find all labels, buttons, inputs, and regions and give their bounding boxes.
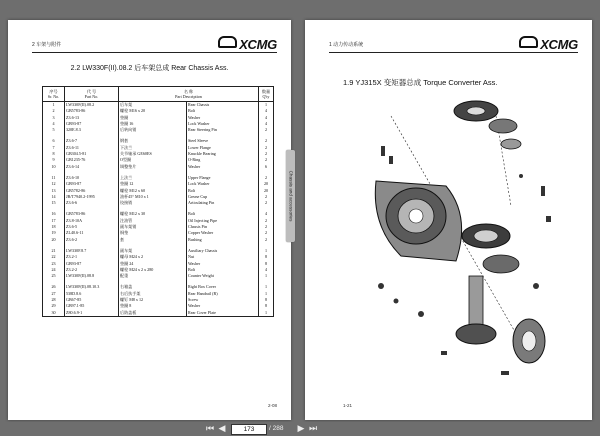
cell-name-cn: O型圈 bbox=[119, 157, 187, 163]
cell-qty: 20 bbox=[259, 188, 274, 194]
cell-name-en: Bolt bbox=[187, 108, 259, 114]
cell-no: 22 bbox=[43, 254, 65, 260]
cell-name-en: Rear Chassis bbox=[187, 102, 259, 109]
parts-table-header bbox=[43, 87, 274, 102]
total-pages-label: / 288 bbox=[269, 425, 284, 432]
cell-name-en: Washer bbox=[187, 164, 259, 170]
cell-name-cn: 后防盖板 bbox=[119, 310, 187, 317]
cell-no: 6 bbox=[43, 138, 65, 144]
cell-name-cn: 垫圈 12 bbox=[119, 181, 187, 187]
right-page-number: 1-21 bbox=[343, 403, 353, 408]
cell-qty: 2 bbox=[259, 138, 274, 144]
cell-part-no: LW330F(II).08.10.3 bbox=[65, 284, 119, 290]
cell-name-cn: 螺栓 M12 x 60 bbox=[119, 188, 187, 194]
current-page-input[interactable]: 173 bbox=[231, 424, 267, 435]
cell-qty: 1 bbox=[259, 310, 274, 317]
cell-qty: 2 bbox=[259, 194, 274, 200]
cell-qty: 2 bbox=[259, 230, 274, 236]
cell-name-cn: 右箱盖 bbox=[119, 284, 187, 290]
cell-name-en: Screw bbox=[187, 297, 259, 303]
cell-qty: 2 bbox=[259, 224, 274, 230]
cell-no: 1 bbox=[43, 102, 65, 109]
cell-no: 5 bbox=[43, 127, 65, 133]
cell-part-no: GB93-87 bbox=[65, 121, 119, 127]
cell-no: 25 bbox=[43, 273, 65, 279]
cell-part-no: GB97.1-85 bbox=[65, 303, 119, 309]
table-row bbox=[43, 102, 274, 109]
cell-no: 24 bbox=[43, 267, 65, 273]
next-page-icon[interactable]: ▶ bbox=[297, 424, 305, 434]
cell-qty: 6 bbox=[259, 164, 274, 170]
cell-part-no: 320E.8.3 bbox=[65, 127, 119, 133]
cell-part-no: GB93-87 bbox=[65, 261, 119, 267]
cell-part-no: GB304.5-81 bbox=[65, 151, 119, 157]
cell-qty: 2 bbox=[259, 237, 274, 243]
cell-qty: 1 bbox=[259, 273, 274, 279]
cell-qty: 2 bbox=[259, 200, 274, 206]
cell-no: 11 bbox=[43, 175, 65, 181]
right-document-page bbox=[305, 20, 592, 420]
gear-group-top bbox=[454, 101, 521, 149]
cell-qty: 1 bbox=[259, 102, 274, 109]
xcmg-logo-mark-icon bbox=[218, 36, 237, 48]
cell-qty: 2 bbox=[259, 151, 274, 157]
cell-name-cn: 垫圈 16 bbox=[119, 121, 187, 127]
cell-qty: 1 bbox=[259, 291, 274, 297]
cell-no: 7 bbox=[43, 145, 65, 151]
cell-name-en: Counter Weight bbox=[187, 273, 259, 279]
cell-no: 14 bbox=[43, 194, 65, 200]
cell-no: 30 bbox=[43, 310, 65, 317]
cell-name-en: Bolt bbox=[187, 211, 259, 217]
cell-name-cn: 后转向销 bbox=[119, 127, 187, 133]
cell-name-en: Bushing bbox=[187, 237, 259, 243]
cell-no: 21 bbox=[43, 248, 65, 254]
cell-name-en: Rear Handrail (R) bbox=[187, 291, 259, 297]
cell-name-cn: 右后扶手架 bbox=[119, 291, 187, 297]
cell-part-no: GB1235-76 bbox=[65, 157, 119, 163]
right-page-header bbox=[329, 37, 578, 53]
left-page-header bbox=[32, 37, 277, 53]
col-header-description: 名 称 Part Description bbox=[119, 87, 259, 102]
cell-part-no: LW330F(II).08.8 bbox=[65, 273, 119, 279]
cell-no: 12 bbox=[43, 181, 65, 187]
cell-qty: 8 bbox=[259, 261, 274, 267]
cell-name-cn: 垫圈 bbox=[119, 115, 187, 121]
cell-qty: 2 bbox=[259, 145, 274, 151]
cell-part-no: Z3.6-6 bbox=[65, 200, 119, 206]
cell-qty: 1 bbox=[259, 284, 274, 290]
col-header-no: 序号 Sr. No. bbox=[43, 87, 65, 102]
cell-no: 29 bbox=[43, 303, 65, 309]
cell-qty: 4 bbox=[259, 121, 274, 127]
cell-name-en: Grease Cup bbox=[187, 194, 259, 200]
cell-name-en: Articulating Pin bbox=[187, 200, 259, 206]
cell-name-en: Upper Flange bbox=[187, 175, 259, 181]
cell-no: 28 bbox=[43, 297, 65, 303]
cell-name-en: Washer bbox=[187, 261, 259, 267]
cell-part-no: Z3.2-1 bbox=[65, 254, 119, 260]
xcmg-logo: XCMG bbox=[218, 36, 277, 52]
cell-name-en: Lower Flange bbox=[187, 145, 259, 151]
cell-part-no: ZL40.6-11 bbox=[65, 230, 119, 236]
cell-part-no: LW330F(II).08.2 bbox=[65, 102, 119, 109]
cell-qty: 1 bbox=[259, 248, 274, 254]
cell-part-no: Z3.6-11 bbox=[65, 145, 119, 151]
cell-name-en: Oil Injecting Pipe bbox=[187, 218, 259, 224]
cell-part-no: Z3.8-10A bbox=[65, 218, 119, 224]
cell-name-cn: 调整垫片 bbox=[119, 164, 187, 170]
cell-name-cn: 下法兰 bbox=[119, 145, 187, 151]
cell-name-cn: 螺栓 M24 x 2 x 280 bbox=[119, 267, 187, 273]
cell-name-en: Lock Washer bbox=[187, 181, 259, 187]
cell-part-no: GB5783-86 bbox=[65, 211, 119, 217]
cell-name-cn: 铜垫 bbox=[119, 230, 187, 236]
cell-qty: 8 bbox=[259, 254, 274, 260]
cell-no: 18 bbox=[43, 224, 65, 230]
cell-name-en: Rear Cover Plate bbox=[187, 310, 259, 317]
cell-name-en: Rear Steering Pin bbox=[187, 127, 259, 133]
cell-qty: 2 bbox=[259, 218, 274, 224]
cell-part-no: Z3.6-13 bbox=[65, 115, 119, 121]
cell-qty: 4 bbox=[259, 115, 274, 121]
cell-qty: 8 bbox=[259, 297, 274, 303]
cell-name-cn: 注油管 bbox=[119, 218, 187, 224]
cell-name-cn: 油杯45° M10 x 1 bbox=[119, 194, 187, 200]
cell-no: 9 bbox=[43, 157, 65, 163]
parts-table bbox=[42, 86, 274, 317]
cell-part-no: GB5783-86 bbox=[65, 108, 119, 114]
right-page-title: 1.9 YJ315X 变矩器总成 Torque Converter Ass. bbox=[343, 78, 498, 87]
cell-name-en: Washer bbox=[187, 303, 259, 309]
cell-no: 2 bbox=[43, 108, 65, 114]
cell-part-no: Z3.6-5 bbox=[65, 224, 119, 230]
right-section-label: 1 动力传动系统 bbox=[329, 42, 364, 48]
cell-qty: 2 bbox=[259, 175, 274, 181]
cell-part-no: GB5782-86 bbox=[65, 188, 119, 194]
cell-no: 13 bbox=[43, 188, 65, 194]
left-document-page bbox=[8, 20, 291, 420]
cell-part-no: GB67-85 bbox=[65, 297, 119, 303]
cell-no: 3 bbox=[43, 115, 65, 121]
cell-name-cn: 上法兰 bbox=[119, 175, 187, 181]
cell-no: 23 bbox=[43, 261, 65, 267]
cell-name-cn: 配重 bbox=[119, 273, 187, 279]
cell-qty: 2 bbox=[259, 127, 274, 133]
cell-name-cn: 螺母 M24 x 2 bbox=[119, 254, 187, 260]
cell-name-en: Washer bbox=[187, 115, 259, 121]
cell-qty: 4 bbox=[259, 108, 274, 114]
cell-part-no: Z3.6-2 bbox=[65, 237, 119, 243]
cell-name-cn: 铰接销 bbox=[119, 200, 187, 206]
cell-name-cn: 垫圈 24 bbox=[119, 261, 187, 267]
cell-part-no: Z3.6-14 bbox=[65, 164, 119, 170]
cell-name-cn: 副车架销 bbox=[119, 224, 187, 230]
cell-name-en: Bolt bbox=[187, 267, 259, 273]
cell-name-en: Right Box Cover bbox=[187, 284, 259, 290]
cell-name-en: O-Ring bbox=[187, 157, 259, 163]
cell-qty: 2 bbox=[259, 157, 274, 163]
cell-qty: 4 bbox=[259, 267, 274, 273]
cell-part-no: Z3.6-10 bbox=[65, 175, 119, 181]
cell-name-cn: 螺栓 M16 x 20 bbox=[119, 108, 187, 114]
cell-part-no: GB93-87 bbox=[65, 181, 119, 187]
cell-no: 17 bbox=[43, 218, 65, 224]
cell-no: 27 bbox=[43, 291, 65, 297]
cell-name-cn: 钢套 bbox=[119, 138, 187, 144]
cell-part-no: JB/T7940.2-1995 bbox=[65, 194, 119, 200]
cell-name-en: Bolt bbox=[187, 188, 259, 194]
cell-name-cn: 后车架 bbox=[119, 102, 187, 109]
first-page-icon[interactable]: ⏮ bbox=[205, 424, 215, 434]
cell-no: 19 bbox=[43, 230, 65, 236]
cell-name-cn: 套 bbox=[119, 237, 187, 243]
torque-converter-exploded-diagram bbox=[361, 86, 561, 386]
cell-no: 10 bbox=[43, 164, 65, 170]
cell-no: 20 bbox=[43, 237, 65, 243]
previous-page-icon[interactable]: ◀ bbox=[218, 424, 226, 434]
cell-name-cn: 螺栓 M12 x 30 bbox=[119, 211, 187, 217]
cell-no: 4 bbox=[43, 121, 65, 127]
cell-name-en: Nut bbox=[187, 254, 259, 260]
shaft-and-pump bbox=[456, 276, 545, 363]
cell-name-en: Steel Sleeve bbox=[187, 138, 259, 144]
col-header-qty: 数量 Q'ty bbox=[259, 87, 274, 102]
converter-housing bbox=[375, 181, 461, 261]
cell-part-no: 538D.8.6 bbox=[65, 291, 119, 297]
cell-name-en: Auxiliary Chassis bbox=[187, 248, 259, 254]
last-page-icon[interactable]: ⏭ bbox=[308, 424, 318, 434]
cell-no: 8 bbox=[43, 151, 65, 157]
cell-part-no: Z80.6.9-1 bbox=[65, 310, 119, 317]
cell-no: 26 bbox=[43, 284, 65, 290]
cell-name-en: Lock Washer bbox=[187, 121, 259, 127]
cell-name-cn: 垫圈 8 bbox=[119, 303, 187, 309]
left-page-number: 2-08 bbox=[267, 403, 277, 408]
page-navigation-toolbar bbox=[0, 422, 600, 436]
cell-name-en: Chassis Pin bbox=[187, 224, 259, 230]
left-section-label: 2 车架与附件 bbox=[32, 42, 62, 48]
xcmg-logo-mark-icon bbox=[519, 36, 538, 48]
cell-part-no: Z3.6-7 bbox=[65, 138, 119, 144]
chapter-side-tab[interactable]: Chassis and accessories bbox=[286, 150, 295, 242]
cell-qty: 4 bbox=[259, 211, 274, 217]
cell-name-en: Copper Washer bbox=[187, 230, 259, 236]
parts-table-body bbox=[43, 102, 274, 317]
cell-part-no: LW330F.8.7 bbox=[65, 248, 119, 254]
cell-name-cn: 副车架 bbox=[119, 248, 187, 254]
col-header-part-no: 代 号 Part No. bbox=[65, 87, 119, 102]
cell-name-en: Knuckle Bearing bbox=[187, 151, 259, 157]
cell-no: 15 bbox=[43, 200, 65, 206]
cell-no: 16 bbox=[43, 211, 65, 217]
cell-qty: 8 bbox=[259, 303, 274, 309]
cell-qty: 20 bbox=[259, 181, 274, 187]
cell-part-no: Z3.2-2 bbox=[65, 267, 119, 273]
table-row bbox=[43, 310, 274, 317]
cell-name-cn: 螺钉 M8 x 12 bbox=[119, 297, 187, 303]
turbine-wheel bbox=[462, 224, 519, 273]
cell-name-cn: 关节轴承 GE60ES bbox=[119, 151, 187, 157]
xcmg-logo: XCMG bbox=[519, 36, 578, 52]
left-page-title: 2.2 LW330F(II).08.2 后车架总成 Rear Chassis Ass. bbox=[70, 65, 229, 72]
